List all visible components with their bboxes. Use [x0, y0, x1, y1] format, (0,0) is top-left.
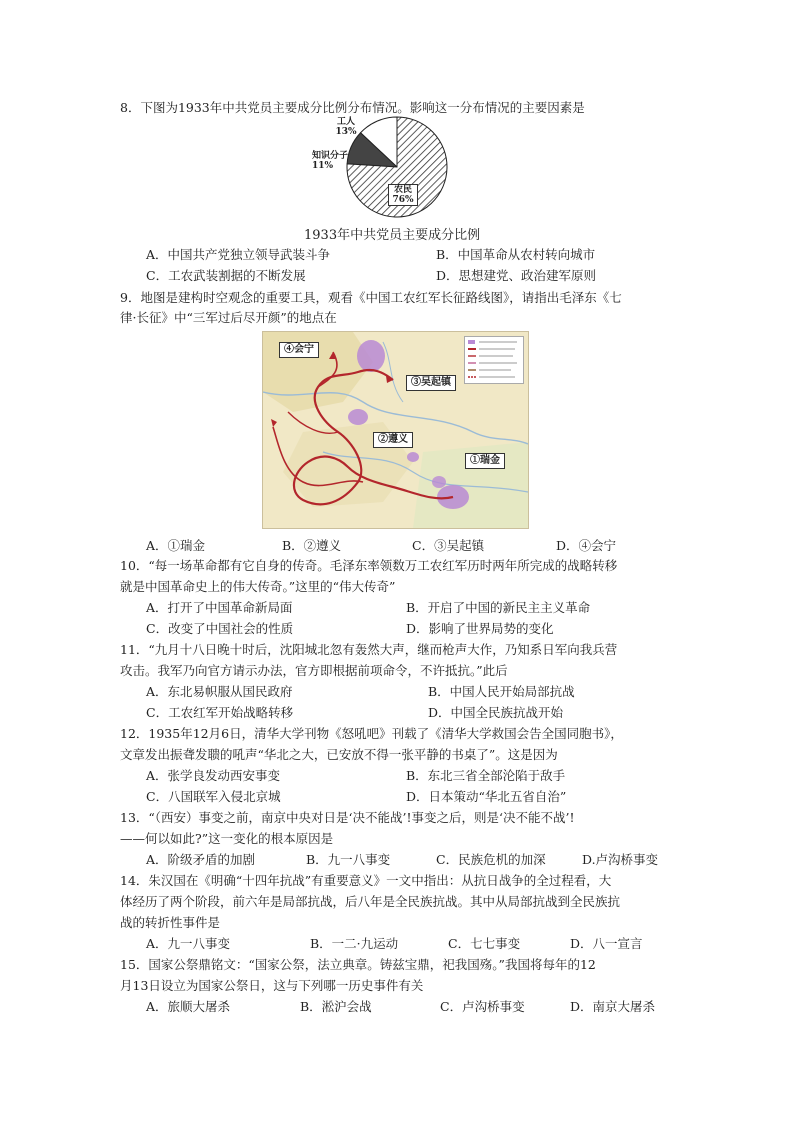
q12-option-d[interactable]: D．日本策动“华北五省自治”	[406, 789, 567, 804]
q14-option-c[interactable]: C．七七事变	[448, 936, 521, 951]
map-label-wuqi: ③吴起镇	[406, 375, 456, 391]
q15-option-a[interactable]: A．旅顺大屠杀	[146, 999, 231, 1014]
q15-option-b[interactable]: B．淞沪会战	[300, 999, 372, 1014]
q13-option-c[interactable]: C．民族危机的加深	[436, 852, 546, 867]
q14-option-b[interactable]: B．一二·九运动	[310, 936, 399, 951]
q14-option-d[interactable]: D．八一宣言	[570, 936, 643, 951]
q10-option-d[interactable]: D．影响了世界局势的变化	[406, 621, 554, 636]
q12-option-c[interactable]: C．八国联军入侵北京城	[146, 789, 281, 804]
q10-stem-2: 就是中国革命史上的伟大传奇。”这里的“伟大传奇”	[120, 579, 396, 594]
q8-option-a[interactable]: A．中国共产党独立领导武装斗争	[146, 247, 331, 262]
peasants-label-text: 农民	[393, 185, 412, 195]
q8-option-d[interactable]: D．思想建党、政治建军原则	[436, 268, 597, 283]
q15-stem-2: 月13日设立为国家公祭日，这与下列哪一历史事件有关	[120, 978, 424, 993]
q11-option-c[interactable]: C．工农红军开始战略转移	[146, 705, 294, 720]
long-march-map	[262, 331, 529, 529]
q13-stem-1: 13．“（西安）事变之前，南京中央对日是‘决不能战’!事变之后，则是‘决不能不战’!	[120, 810, 575, 825]
q11-option-a[interactable]: A．东北易帜服从国民政府	[146, 684, 293, 699]
map-label-zunyi: ②遵义	[373, 432, 413, 448]
q11-option-b[interactable]: B．中国人民开始局部抗战	[428, 684, 575, 699]
peasants-label	[388, 184, 418, 206]
q9-stem-1: 9．地图是建构时空观念的重要工具，观看《中国工农红军长征路线图》，请指出毛泽东《七	[120, 290, 622, 305]
q10-option-c[interactable]: C．改变了中国社会的性质	[146, 621, 294, 636]
q11-stem-2: 攻击。我军乃向官方请示办法，官方即根据前项命令，不许抵抗。”此后	[120, 663, 508, 678]
q14-stem-2: 体经历了两个阶段，前六年是局部抗战，后八年是全民族抗战。其中从局部抗战到全民族抗	[120, 894, 621, 909]
q13-stem-2: ——何以如此?”这一变化的根本原因是	[120, 831, 334, 846]
q15-stem-1: 15．国家公祭鼎铭文：“国家公祭，法立典章。铸兹宝鼎，祀我国殇。”我国将每年的12	[120, 957, 596, 972]
q14-stem-1: 14．朱汉国在《明确“十四年抗战”有重要意义》一文中指出：从抗日战争的全过程看，大	[120, 873, 612, 888]
q9-option-a[interactable]: A．①瑞金	[146, 538, 206, 553]
q12-stem-2: 文章发出振聋发聩的吼声“华北之大，已安放不得一张平静的书桌了”。这是因为	[120, 747, 558, 762]
q11-stem-1: 11．“九月十八日晚十时后，沈阳城北忽有轰然大声，继而枪声大作，乃知系日军向我兵营	[120, 642, 618, 657]
workers-label-text: 工人	[336, 117, 355, 127]
map-label-huining: ④会宁	[279, 342, 319, 358]
q8-option-b[interactable]: B．中国革命从农村转向城市	[436, 247, 596, 262]
intellectuals-pct-text: 11%	[312, 161, 334, 171]
map-legend-svg	[465, 337, 523, 383]
q12-stem-1: 12．1935年12月6日，清华大学刊物《怒吼吧》刊载了《清华大学救国会告全国同胞书》，	[120, 726, 623, 741]
q13-option-d[interactable]: D.卢沟桥事变	[582, 852, 659, 867]
intellectuals-label	[312, 151, 356, 171]
q10-stem-1: 10．“每一场革命都有它自身的传奇。毛泽东率领数万工农红军历时两年所完成的战略转移	[120, 558, 618, 573]
q13-option-b[interactable]: B．九一八事变	[306, 852, 391, 867]
q15-option-c[interactable]: C．卢沟桥事变	[440, 999, 525, 1014]
q9-stem-2: 律·长征》中“三军过后尽开颜”的地点在	[120, 310, 337, 325]
q13-option-a[interactable]: A．阶级矛盾的加剧	[146, 852, 256, 867]
q14-option-a[interactable]: A．九一八事变	[146, 936, 231, 951]
q9-option-b[interactable]: B．②遵义	[282, 538, 342, 553]
map-label-ruijin: ①瑞金	[465, 453, 505, 469]
q9-option-c[interactable]: C．③吴起镇	[412, 538, 485, 553]
q8-stem: 8．下图为1933年中共党员主要成分比例分布情况。影响这一分布情况的主要因素是	[120, 100, 585, 115]
pie-chart	[312, 114, 452, 224]
q10-option-a[interactable]: A．打开了中国革命新局面	[146, 600, 293, 615]
q8-option-c[interactable]: C．工农武装割据的不断发展	[146, 268, 306, 283]
intellectuals-label-text: 知识分子	[312, 151, 349, 161]
workers-pct-text: 13%	[335, 127, 357, 137]
q9-option-d[interactable]: D．④会宁	[556, 538, 617, 553]
q10-option-b[interactable]: B．开启了中国的新民主主义革命	[406, 600, 591, 615]
workers-label	[316, 117, 376, 137]
map-legend	[464, 336, 524, 384]
peasants-pct-text: 76%	[392, 195, 414, 205]
q12-option-a[interactable]: A．张学良发动西安事变	[146, 768, 281, 783]
q11-option-d[interactable]: D．中国全民族抗战开始	[428, 705, 564, 720]
q12-option-b[interactable]: B．东北三省全部沦陷于敌手	[406, 768, 566, 783]
q15-option-d[interactable]: D．南京大屠杀	[570, 999, 656, 1014]
pie-caption: 1933年中共党员主要成分比例	[304, 228, 481, 243]
q14-stem-3: 战的转折性事件是	[120, 915, 221, 930]
